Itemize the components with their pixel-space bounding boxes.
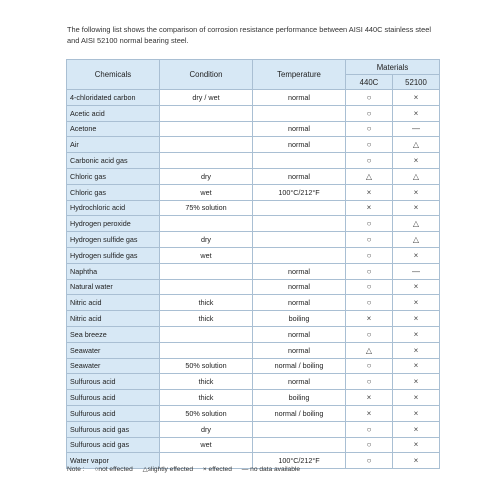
cell-condition	[160, 121, 253, 137]
cell-temperature	[253, 153, 346, 169]
cell-rating-52100: △	[393, 216, 440, 232]
cell-temperature: normal	[253, 279, 346, 295]
cell-chemical: Sea breeze	[67, 326, 160, 342]
cell-rating-52100: △	[393, 137, 440, 153]
table-row	[67, 342, 440, 358]
cell-condition	[160, 105, 253, 121]
cell-temperature: normal	[253, 137, 346, 153]
table-row	[67, 200, 440, 216]
cell-chemical: Sulfurous acid gas	[67, 421, 160, 437]
cell-rating-52100: ×	[393, 184, 440, 200]
cell-rating-52100: ×	[393, 247, 440, 263]
cell-rating-52100: ×	[393, 326, 440, 342]
cell-rating-440c: △	[346, 342, 393, 358]
cell-chemical: Chloric gas	[67, 168, 160, 184]
table-row	[67, 279, 440, 295]
cell-condition: dry	[160, 421, 253, 437]
table-row	[67, 168, 440, 184]
cell-rating-440c: ○	[346, 421, 393, 437]
cell-condition: thick	[160, 390, 253, 406]
cell-rating-52100: △	[393, 232, 440, 248]
cell-temperature	[253, 216, 346, 232]
cell-rating-440c: ○	[346, 437, 393, 453]
cell-rating-52100: ×	[393, 279, 440, 295]
cell-chemical: Hydrogen sulfide gas	[67, 247, 160, 263]
table-row	[67, 374, 440, 390]
header-material-52100: 52100	[393, 75, 440, 90]
cell-temperature: normal	[253, 374, 346, 390]
cell-rating-440c: ○	[346, 374, 393, 390]
legend-note	[67, 465, 439, 473]
header-materials: Materials	[346, 60, 440, 75]
cell-rating-52100: ×	[393, 200, 440, 216]
cell-rating-52100: ×	[393, 295, 440, 311]
header-material-440c: 440C	[346, 75, 393, 90]
cell-condition: 75% solution	[160, 200, 253, 216]
cell-temperature: boiling	[253, 311, 346, 327]
cell-rating-440c: ○	[346, 453, 393, 469]
cell-condition	[160, 342, 253, 358]
cell-condition	[160, 263, 253, 279]
cell-rating-440c: ×	[346, 405, 393, 421]
cell-temperature: normal	[253, 326, 346, 342]
cell-temperature: 100°C/212°F	[253, 184, 346, 200]
table-row	[67, 437, 440, 453]
table-row	[67, 90, 440, 106]
table-row	[67, 263, 440, 279]
cell-chemical: Seawater	[67, 342, 160, 358]
cell-temperature	[253, 200, 346, 216]
table-row	[67, 153, 440, 169]
cell-temperature: normal	[253, 295, 346, 311]
table-row	[67, 421, 440, 437]
note-item-no-data: — no data available	[241, 466, 301, 473]
cell-condition: wet	[160, 437, 253, 453]
cell-chemical: Natural water	[67, 279, 160, 295]
cell-condition: dry	[160, 168, 253, 184]
cell-rating-52100: ×	[393, 437, 440, 453]
cell-temperature: normal	[253, 168, 346, 184]
cell-condition	[160, 279, 253, 295]
cell-chemical: 4-chloridated carbon	[67, 90, 160, 106]
cell-rating-440c: ○	[346, 295, 393, 311]
table-row	[67, 232, 440, 248]
table-row	[67, 390, 440, 406]
table-row	[67, 105, 440, 121]
table-row	[67, 184, 440, 200]
cell-condition: dry / wet	[160, 90, 253, 106]
cell-temperature: normal	[253, 342, 346, 358]
cell-condition	[160, 216, 253, 232]
cell-condition	[160, 326, 253, 342]
header-condition: Condition	[160, 60, 253, 90]
cell-chemical: Acetone	[67, 121, 160, 137]
cell-temperature: normal / boiling	[253, 405, 346, 421]
cell-condition: thick	[160, 295, 253, 311]
cell-rating-52100: —	[393, 263, 440, 279]
cell-temperature	[253, 421, 346, 437]
cell-temperature: normal	[253, 90, 346, 106]
cell-rating-52100: ×	[393, 421, 440, 437]
cell-chemical: Sulfurous acid	[67, 390, 160, 406]
table-row	[67, 358, 440, 374]
cell-temperature	[253, 232, 346, 248]
table-row	[67, 137, 440, 153]
table-body	[67, 90, 440, 469]
table-row	[67, 216, 440, 232]
cell-condition: thick	[160, 374, 253, 390]
cell-chemical: Hydrogen sulfide gas	[67, 232, 160, 248]
cell-condition: 50% solution	[160, 405, 253, 421]
cell-chemical: Carbonic acid gas	[67, 153, 160, 169]
note-item-not-effected: ○not effected	[94, 466, 133, 473]
cell-rating-52100: ×	[393, 153, 440, 169]
cell-rating-52100: ×	[393, 390, 440, 406]
cell-rating-440c: ○	[346, 121, 393, 137]
cell-rating-440c: ○	[346, 137, 393, 153]
cell-rating-440c: ○	[346, 358, 393, 374]
cell-rating-52100: ×	[393, 405, 440, 421]
header-chemicals: Chemicals	[67, 60, 160, 90]
cell-condition: wet	[160, 247, 253, 263]
cell-condition	[160, 153, 253, 169]
cell-rating-52100: ×	[393, 342, 440, 358]
intro-text: The following list shows the comparison of corrosion resistance performance between AISI 440C stainless steel and AISI 52100 normal bearing steel.	[67, 25, 431, 45]
cell-rating-440c: ○	[346, 153, 393, 169]
table-row	[67, 295, 440, 311]
cell-chemical: Chloric gas	[67, 184, 160, 200]
table-row	[67, 247, 440, 263]
cell-rating-440c: ○	[346, 326, 393, 342]
cell-chemical: Sulfurous acid	[67, 405, 160, 421]
cell-rating-52100: ×	[393, 374, 440, 390]
table-row	[67, 311, 440, 327]
cell-rating-440c: ×	[346, 184, 393, 200]
cell-rating-52100: ×	[393, 90, 440, 106]
cell-condition: 50% solution	[160, 358, 253, 374]
cell-temperature	[253, 437, 346, 453]
cell-condition	[160, 137, 253, 153]
cell-rating-52100: ×	[393, 358, 440, 374]
cell-condition: dry	[160, 232, 253, 248]
header-temperature: Temperature	[253, 60, 346, 90]
cell-chemical: Nitric acid	[67, 295, 160, 311]
cell-temperature: normal	[253, 121, 346, 137]
cell-rating-440c: ○	[346, 232, 393, 248]
cell-rating-52100: ×	[393, 311, 440, 327]
note-item-effected: × effected	[202, 466, 232, 473]
note-item-slightly-effected: △slightly effected	[142, 466, 194, 473]
cell-chemical: Sulfurous acid	[67, 374, 160, 390]
cell-temperature	[253, 247, 346, 263]
table-row	[67, 405, 440, 421]
corrosion-resistance-table	[66, 59, 440, 469]
cell-chemical: Sulfurous acid gas	[67, 437, 160, 453]
cell-chemical: Hydrochloric acid	[67, 200, 160, 216]
cell-chemical: Acetic acid	[67, 105, 160, 121]
cell-rating-52100: ×	[393, 105, 440, 121]
cell-temperature	[253, 105, 346, 121]
cell-rating-52100: ×	[393, 453, 440, 469]
cell-rating-52100: —	[393, 121, 440, 137]
cell-chemical: Air	[67, 137, 160, 153]
cell-rating-52100: △	[393, 168, 440, 184]
cell-temperature: 100°C/212°F	[253, 453, 346, 469]
cell-rating-440c: ○	[346, 279, 393, 295]
cell-chemical: Hydrogen peroxide	[67, 216, 160, 232]
cell-rating-440c: ○	[346, 247, 393, 263]
cell-chemical: Nitric acid	[67, 311, 160, 327]
note-label: Note :	[67, 466, 85, 473]
cell-rating-440c: ○	[346, 216, 393, 232]
cell-rating-440c: ×	[346, 200, 393, 216]
cell-rating-440c: ○	[346, 263, 393, 279]
cell-rating-440c: ○	[346, 105, 393, 121]
cell-chemical: Water vapor	[67, 453, 160, 469]
cell-rating-440c: ×	[346, 311, 393, 327]
cell-chemical: Seawater	[67, 358, 160, 374]
cell-temperature: normal	[253, 263, 346, 279]
cell-chemical: Naphtha	[67, 263, 160, 279]
table-row	[67, 121, 440, 137]
cell-temperature: boiling	[253, 390, 346, 406]
cell-condition: thick	[160, 311, 253, 327]
cell-rating-440c: ×	[346, 390, 393, 406]
cell-condition: wet	[160, 184, 253, 200]
cell-rating-440c: △	[346, 168, 393, 184]
cell-temperature: normal / boiling	[253, 358, 346, 374]
cell-rating-440c: ○	[346, 90, 393, 106]
table-row	[67, 326, 440, 342]
